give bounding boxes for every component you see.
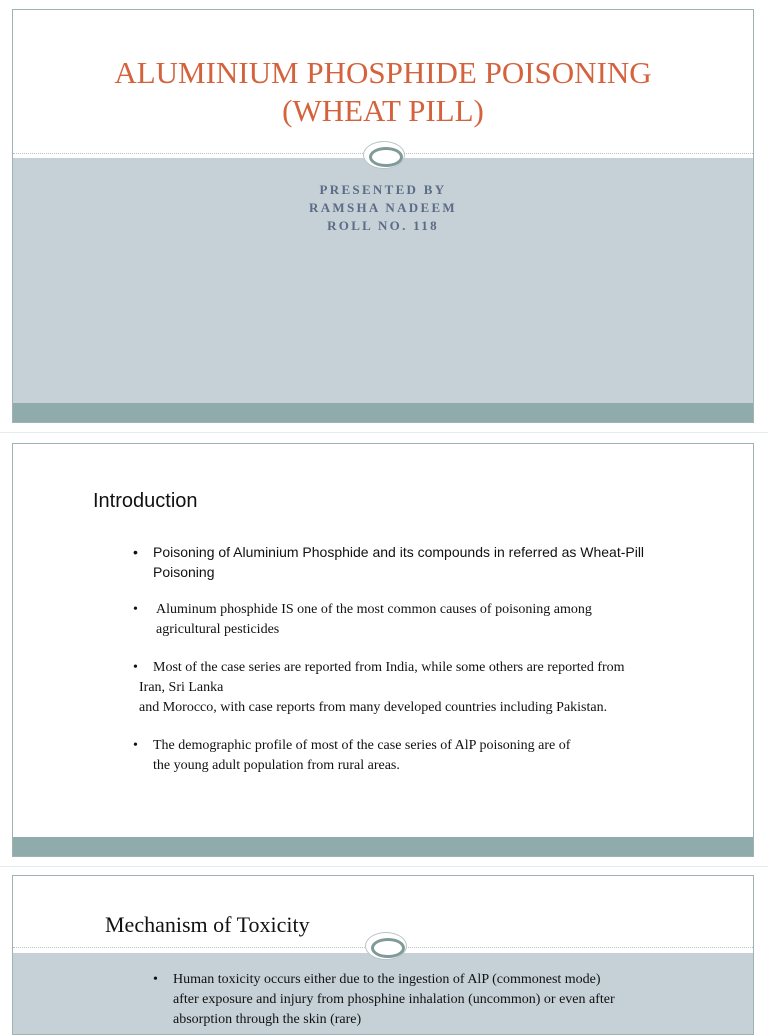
bullet-text: Iran, Sri Lanka: [139, 680, 224, 695]
bullet-item: [133, 658, 733, 718]
presenter-name: RAMSHA NADEEM: [309, 200, 457, 215]
presenter-info: [13, 181, 753, 235]
bullet-text: the young adult population from rural areas.: [153, 758, 400, 773]
bullet-text: Most of the case series are reported from India, while some others are reported from: [153, 660, 625, 675]
roll-number: ROLL NO. 118: [327, 218, 439, 233]
title-line: (WHEAT PILL): [282, 93, 484, 128]
slide-heading: Introduction: [93, 490, 198, 512]
ring-ornament-icon: [363, 141, 405, 169]
title-slide: [12, 9, 754, 423]
bullet-text: The demographic profile of most of the case series of AlP poisoning are of: [153, 738, 571, 753]
bullet-item: [133, 736, 733, 776]
slide-heading: Mechanism of Toxicity: [105, 912, 310, 937]
bullet-text: Aluminum phosphide IS one of the most common causes of poisoning among: [156, 602, 592, 617]
title-line: ALUMINIUM PHOSPHIDE POISONING: [114, 55, 652, 90]
bullet-icon: •: [133, 660, 138, 675]
bullet-icon: •: [133, 544, 138, 560]
bullet-text: absorption through the skin (rare): [173, 1012, 362, 1027]
mechanism-slide: [12, 875, 754, 1035]
bullet-list: [153, 970, 713, 1035]
bullet-text: Human toxicity occurs either due to the ingestion of AlP (commonest mode): [173, 972, 601, 987]
presenter-line: PRESENTED BY: [319, 182, 447, 197]
bullet-item: [133, 600, 733, 640]
slide-separator: [0, 866, 768, 867]
introduction-slide: [12, 443, 754, 857]
bullet-item: [153, 970, 713, 1030]
bullet-list: [133, 542, 733, 794]
footer-bar: [13, 837, 753, 856]
slide-title: [13, 54, 753, 130]
footer-bar: [13, 403, 753, 422]
bullet-icon: •: [133, 738, 138, 753]
slide-separator: [0, 432, 768, 433]
bullet-item: [133, 542, 733, 582]
bullet-text: agricultural pesticides: [156, 622, 280, 637]
bullet-text: Poisoning of Aluminium Phosphide and its compounds in referred as Wheat-Pill: [153, 544, 645, 560]
ring-ornament-icon: [365, 932, 407, 960]
bullet-icon: •: [133, 602, 138, 617]
bullet-icon: •: [153, 972, 158, 987]
bullet-text: and Morocco, with case reports from many developed countries including Pakistan.: [139, 700, 608, 715]
bullet-text: Poisoning: [153, 564, 215, 580]
bullet-text: after exposure and injury from phosphine inhalation (uncommon) or even after: [173, 992, 615, 1007]
